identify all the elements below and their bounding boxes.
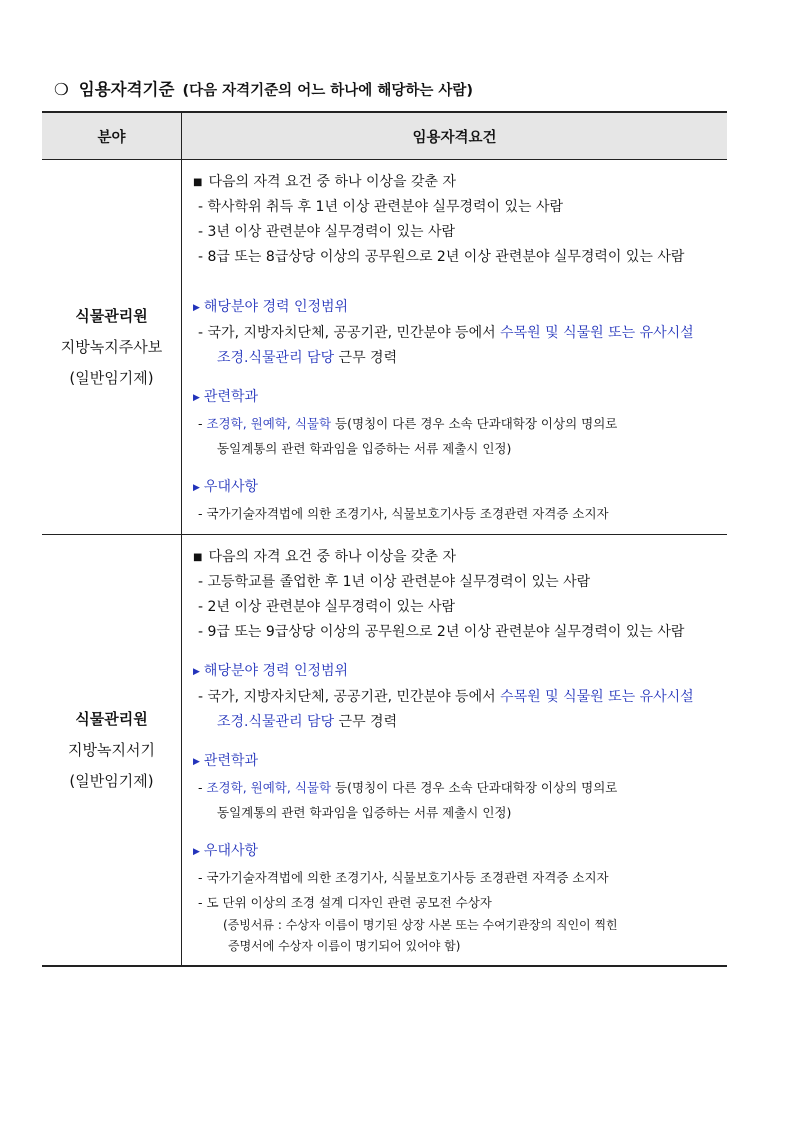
triangle-bullet-icon: ▶ — [193, 303, 200, 313]
square-bullet-icon: ■ — [193, 552, 203, 563]
list-item: - 학사학위 취득 후 1년 이상 관련분야 실무경력이 있는 사람 — [198, 199, 564, 215]
evidence-note-cont: 증명서에 수상자 이름이 명기되어 있어야 함) — [228, 939, 461, 953]
dept-text: - 조경학, 원예학, 식물학 등(명칭이 다른 경우 소속 단과대학장 이상의 명의로 — [198, 416, 618, 431]
circle-bullet-icon: ❍ — [54, 80, 69, 99]
table-row — [42, 160, 727, 535]
list-item: - 8급 또는 8급상당 이상의 공무원으로 2년 이상 관련분야 실무경력이 있는 사람 — [198, 249, 685, 265]
career-text: - 국가, 지방자치단체, 공공기관, 민간분야 등에서 수목원 및 식물원 또는 유사시설 — [198, 325, 694, 341]
preference-item: - 도 단위 이상의 조경 설계 디자인 관련 공모전 수상자 — [198, 895, 492, 910]
position-type: (일반임기제) — [69, 771, 154, 790]
dept-text-cont: 동일계통의 관련 학과임을 입증하는 서류 제출시 인정) — [217, 805, 512, 820]
evidence-note: (증빙서류 : 수상자 이름이 명기된 상장 사본 또는 수여기관장의 직인이 찍힌 — [223, 918, 618, 932]
preference-item: - 국가기술자격법에 의한 조경기사, 식물보호기사등 조경관련 자격증 소지자 — [198, 506, 609, 521]
position-title: 식물관리원 — [75, 306, 148, 325]
header-requirements: 임용자격요건 — [182, 112, 728, 160]
table-row — [42, 535, 727, 967]
position-type: (일반임기제) — [69, 368, 154, 387]
triangle-bullet-icon: ▶ — [193, 757, 200, 767]
position-grade: 지방녹지서기 — [68, 740, 155, 759]
list-item: - 고등학교를 졸업한 후 1년 이상 관련분야 실무경력이 있는 사람 — [198, 574, 591, 590]
triangle-bullet-icon: ▶ — [193, 483, 200, 493]
list-item: - 3년 이상 관련분야 실무경력이 있는 사람 — [198, 224, 456, 240]
career-title: ▶ 해당분야 경력 인정범위 — [193, 663, 349, 679]
requirements-cell — [182, 160, 728, 535]
square-bullet-icon: ■ — [193, 177, 203, 188]
heading-title: 임용자격기준 — [78, 80, 175, 99]
requirements-intro: ■ 다음의 자격 요건 중 하나 이상을 갖춘 자 — [193, 549, 456, 565]
dept-title: ▶ 관련학과 — [193, 753, 259, 769]
list-item: - 2년 이상 관련분야 실무경력이 있는 사람 — [198, 599, 456, 615]
field-cell — [42, 535, 182, 967]
career-text: - 국가, 지방자치단체, 공공기관, 민간분야 등에서 수목원 및 식물원 또는 유사시설 — [198, 689, 694, 705]
dept-text-cont: 동일계통의 관련 학과임을 입증하는 서류 제출시 인정) — [217, 441, 512, 456]
triangle-bullet-icon: ▶ — [193, 847, 200, 857]
preference-title: ▶ 우대사항 — [193, 479, 259, 495]
career-text-cont: 조경.식물관리 담당 근무 경력 — [217, 350, 398, 366]
dept-text: - 조경학, 원예학, 식물학 등(명칭이 다른 경우 소속 단과대학장 이상의 명의로 — [198, 780, 618, 795]
position-grade: 지방녹지주사보 — [60, 337, 163, 356]
dept-title: ▶ 관련학과 — [193, 389, 259, 405]
list-item: - 9급 또는 9급상당 이상의 공무원으로 2년 이상 관련분야 실무경력이 있는 사람 — [198, 624, 685, 640]
career-text-cont: 조경.식물관리 담당 근무 경력 — [217, 714, 398, 730]
section-heading — [54, 76, 473, 100]
career-title: ▶ 해당분야 경력 인정범위 — [193, 299, 349, 315]
qualification-table — [42, 111, 727, 967]
preference-title: ▶ 우대사항 — [193, 843, 259, 859]
field-cell — [42, 160, 182, 535]
triangle-bullet-icon: ▶ — [193, 393, 200, 403]
header-field: 분야 — [42, 112, 182, 160]
requirements-intro: ■ 다음의 자격 요건 중 하나 이상을 갖춘 자 — [193, 174, 456, 190]
heading-subtitle: (다음 자격기준의 어느 하나에 해당하는 사람) — [182, 83, 474, 99]
triangle-bullet-icon: ▶ — [193, 667, 200, 677]
table-header-row — [42, 112, 727, 160]
preference-item: - 국가기술자격법에 의한 조경기사, 식물보호기사등 조경관련 자격증 소지자 — [198, 870, 609, 885]
requirements-cell — [182, 535, 728, 967]
position-title: 식물관리원 — [75, 709, 148, 728]
